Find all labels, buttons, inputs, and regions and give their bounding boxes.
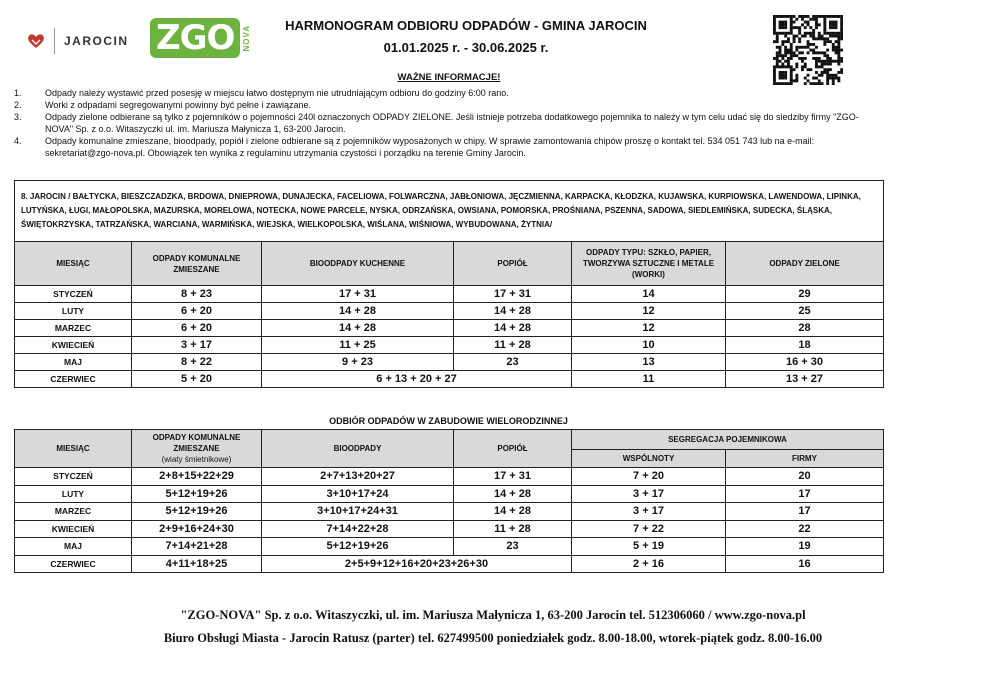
col-green-waste: ODPADY ZIELONE (726, 242, 884, 286)
schedule-cell: 17 (726, 485, 884, 503)
col-biowaste: BIOODPADY (262, 430, 454, 468)
schedule-cell: 5 + 20 (132, 371, 262, 388)
schedule-cell: 9 + 23 (262, 354, 454, 371)
table-row (15, 485, 884, 503)
schedule-cell: 17 + 31 (454, 286, 572, 303)
schedule-cell: 3+10+17+24+31 (262, 503, 454, 521)
schedule-cell: 3 + 17 (572, 485, 726, 503)
schedule-cell: 17 + 31 (454, 468, 572, 486)
month-cell: STYCZEŃ (15, 468, 132, 486)
document-header (0, 0, 986, 70)
schedule-table-multi-family (14, 429, 884, 573)
schedule-cell: 12 (572, 303, 726, 320)
nova-logo-text: NOVA (242, 24, 252, 52)
schedule-cell: 13 + 27 (726, 371, 884, 388)
col-kitchen-biowaste: BIOODPADY KUCHENNE (262, 242, 454, 286)
col-seg-communities: WSPÓLNOTY (572, 450, 726, 468)
schedule-cell: 29 (726, 286, 884, 303)
table-row (15, 538, 884, 556)
jarocin-logo (26, 28, 129, 54)
schedule-cell: 2+7+13+20+27 (262, 468, 454, 486)
schedule-cell: 5+12+19+26 (132, 503, 262, 521)
table-header-row (15, 242, 884, 286)
schedule-cell: 28 (726, 320, 884, 337)
info-item (14, 99, 884, 111)
schedule-cell: 14 + 28 (262, 303, 454, 320)
logo-separator (54, 28, 55, 54)
schedule-cell: 8 + 22 (132, 354, 262, 371)
schedule-cell: 14 + 28 (454, 503, 572, 521)
table-row (15, 468, 884, 486)
title-block (260, 18, 672, 55)
schedule-cell: 2+8+15+22+29 (132, 468, 262, 486)
col-mixed-waste-note: (wiaty śmietnikowe) (161, 455, 232, 464)
table-row (15, 555, 884, 573)
schedule-cell: 10 (572, 337, 726, 354)
schedule-cell: 2 + 16 (572, 555, 726, 573)
col-seg-firms: FIRMY (726, 450, 884, 468)
date-range: 01.01.2025 r. - 30.06.2025 r. (383, 40, 549, 55)
month-cell: KWIECIEŃ (15, 337, 132, 354)
schedule-cell: 14 + 28 (454, 303, 572, 320)
month-cell: MARZEC (15, 320, 132, 337)
schedule-cell: 22 (726, 520, 884, 538)
schedule-cell: 5+12+19+26 (132, 485, 262, 503)
col-mixed-waste-label: ODPADY KOMUNALNE ZMIESZANE (152, 433, 241, 453)
schedule-cell: 18 (726, 337, 884, 354)
schedule-cell: 5+12+19+26 (262, 538, 454, 556)
month-cell: KWIECIEŃ (15, 520, 132, 538)
table-row (15, 337, 884, 354)
info-item (14, 111, 884, 135)
info-item-text: Worki z odpadami segregowanymi powinny być pełne i zawiązane. (45, 100, 311, 110)
schedule-cell: 2+9+16+24+30 (132, 520, 262, 538)
jarocin-logo-text: JAROCIN (64, 34, 129, 48)
schedule-cell: 16 (726, 555, 884, 573)
schedule-cell: 14 + 28 (454, 320, 572, 337)
month-cell: LUTY (15, 303, 132, 320)
schedule-cell: 7 + 20 (572, 468, 726, 486)
table-row (15, 286, 884, 303)
schedule-cell: 20 (726, 468, 884, 486)
month-cell: CZERWIEC (15, 371, 132, 388)
footer-company-line: "ZGO-NOVA" Sp. z o.o. Witaszyczki, ul. im. Mariusza Małynicza 1, 63-200 Jarocin tel. 512306060 / www.zgo-nova.pl (180, 608, 806, 622)
schedule-cell: 14 + 28 (262, 320, 454, 337)
info-item-number: 4. (14, 136, 22, 146)
info-item-text: Odpady zielone odbierane są tylko z pojemników o pojemności 240l oznaczonych ODPADY ZIELONE. Jeśli istnieje potrzeba dodatkowego pojemnika to należy w tym celu udać się do siedziby firmy "ZGO-NOVA" Sp. z o.o. Witaszyczki ul. im. Mariusza Małynicza 1, 63-200 Jarocin. (45, 112, 859, 134)
info-item (14, 87, 884, 99)
col-month: MIESIĄC (15, 430, 132, 468)
table-header-row (15, 430, 884, 450)
schedule-cell: 7+14+21+28 (132, 538, 262, 556)
info-title: WAŻNE INFORMACJE! (397, 72, 501, 83)
schedule-cell: 11 + 28 (454, 337, 572, 354)
zgo-logo-text: ZGO (150, 18, 240, 58)
info-item-text: Odpady należy wystawić przed posesję w miejscu łatwo dostępnym nie utrudniającym odbioru do godziny 6:00 rano. (45, 88, 509, 98)
col-container-segregation: SEGREGACJA POJEMNIKOWA (572, 430, 884, 450)
schedule-cell: 3+10+17+24 (262, 485, 454, 503)
schedule-cell: 7 + 22 (572, 520, 726, 538)
schedule-cell: 11 + 25 (262, 337, 454, 354)
schedule-cell: 23 (454, 538, 572, 556)
schedule-cell: 11 (572, 371, 726, 388)
schedule-cell: 25 (726, 303, 884, 320)
schedule-cell: 12 (572, 320, 726, 337)
col-recyclables: ODPADY TYPU: SZKŁO, PAPIER, TWORZYWA SZTUCZNE I METALE (WORKI) (572, 242, 726, 286)
schedule-cell: 5 + 19 (572, 538, 726, 556)
month-cell: MAJ (15, 538, 132, 556)
schedule-cell: 6 + 20 (132, 303, 262, 320)
schedule-cell: 17 + 31 (262, 286, 454, 303)
heart-hands-icon (26, 31, 46, 51)
month-cell: CZERWIEC (15, 555, 132, 573)
col-month: MIESIĄC (15, 242, 132, 286)
month-cell: STYCZEŃ (15, 286, 132, 303)
info-item-number: 3. (14, 112, 22, 122)
schedule-cell: 6 + 13 + 20 + 27 (262, 371, 572, 388)
schedule-cell: 11 + 28 (454, 520, 572, 538)
schedule-cell: 3 + 17 (572, 503, 726, 521)
page-title: HARMONOGRAM ODBIORU ODPADÓW - GMINA JAROCIN (285, 18, 647, 33)
schedule-cell: 13 (572, 354, 726, 371)
important-info (14, 72, 884, 159)
info-item-number: 1. (14, 88, 22, 98)
street-list: 8. JAROCIN / BAŁTYCKA, BIESZCZADZKA, BRDOWA, DNIEPROWA, DUNAJECKA, FACELIOWA, FOLWARCZNA, JABŁONIOWA, JĘCZMIENNA, KARPACKA, KŁODZKA, KUJAWSKA, KURPIOWSKA, LAWENDOWA, LIPINKA, LUTYŃSKA, ŁUGI, MAŁOPOLSKA, MAZURSKA, MORELOWA, NOTECKA, NOWE PARCELE, NYSKA, ODRZAŃSKA, OWSIANA, POMORSKA, PROŚNIANA, PSZENNA, SADOWA, SIEDLEMIŃSKA, SUDECKA, ŚLĄSKA, ŚWIĘTOKRZYSKA, TATRZAŃSKA, WARCIANA, WARMIŃSKA, WIEJSKA, WIELKOPOLSKA, WIŚLANA, WIŚNIOWA, WYBUDOWANA, ŻYTNIA/ (15, 181, 884, 242)
schedule-cell: 3 + 17 (132, 337, 262, 354)
table-row (15, 520, 884, 538)
info-item (14, 135, 884, 159)
footer (0, 604, 986, 650)
schedule-cell: 17 (726, 503, 884, 521)
schedule-cell: 16 + 30 (726, 354, 884, 371)
schedule-cell: 14 + 28 (454, 485, 572, 503)
table-row (15, 320, 884, 337)
month-cell: LUTY (15, 485, 132, 503)
schedule-cell: 8 + 23 (132, 286, 262, 303)
footer-office-line: Biuro Obsługi Miasta - Jarocin Ratusz (parter) tel. 627499500 poniedziałek godz. 8.00-18.00, wtorek-piątek godz. 8.00-16.00 (163, 631, 823, 645)
info-item-number: 2. (14, 100, 22, 110)
zgo-nova-logo (150, 18, 254, 58)
col-mixed-waste: ODPADY KOMUNALNE ZMIESZANE (132, 242, 262, 286)
table-row (15, 354, 884, 371)
col-ash: POPIÓŁ (454, 242, 572, 286)
schedule-cell: 14 (572, 286, 726, 303)
col-ash: POPIÓŁ (454, 430, 572, 468)
multi-family-title: ODBIÓR ODPADÓW W ZABUDOWIE WIELORODZINNEJ (329, 416, 568, 426)
schedule-cell: 2+5+9+12+16+20+23+26+30 (262, 555, 572, 573)
schedule-cell: 23 (454, 354, 572, 371)
info-item-text: Odpady komunalne zmieszane, bioodpady, popiół i zielone odbierane są z pojemników wyposażonych w chipy. W sprawie zamontowania chipów proszę o kontakt tel. 534 051 743 lub na e-mail: sekretariat@zgo-nova.pl. Obowiązek ten wynika z regulaminu utrzymania czystości i porządku na terenie Gminy Jarocin. (45, 136, 815, 158)
month-cell: MARZEC (15, 503, 132, 521)
schedule-table-single-family (14, 180, 884, 388)
schedule-cell: 6 + 20 (132, 320, 262, 337)
month-cell: MAJ (15, 354, 132, 371)
schedule-cell: 4+11+18+25 (132, 555, 262, 573)
table-row (15, 371, 884, 388)
schedule-cell: 7+14+22+28 (262, 520, 454, 538)
schedule-cell: 19 (726, 538, 884, 556)
col-mixed-waste (132, 430, 262, 468)
table-row (15, 503, 884, 521)
table-row (15, 303, 884, 320)
